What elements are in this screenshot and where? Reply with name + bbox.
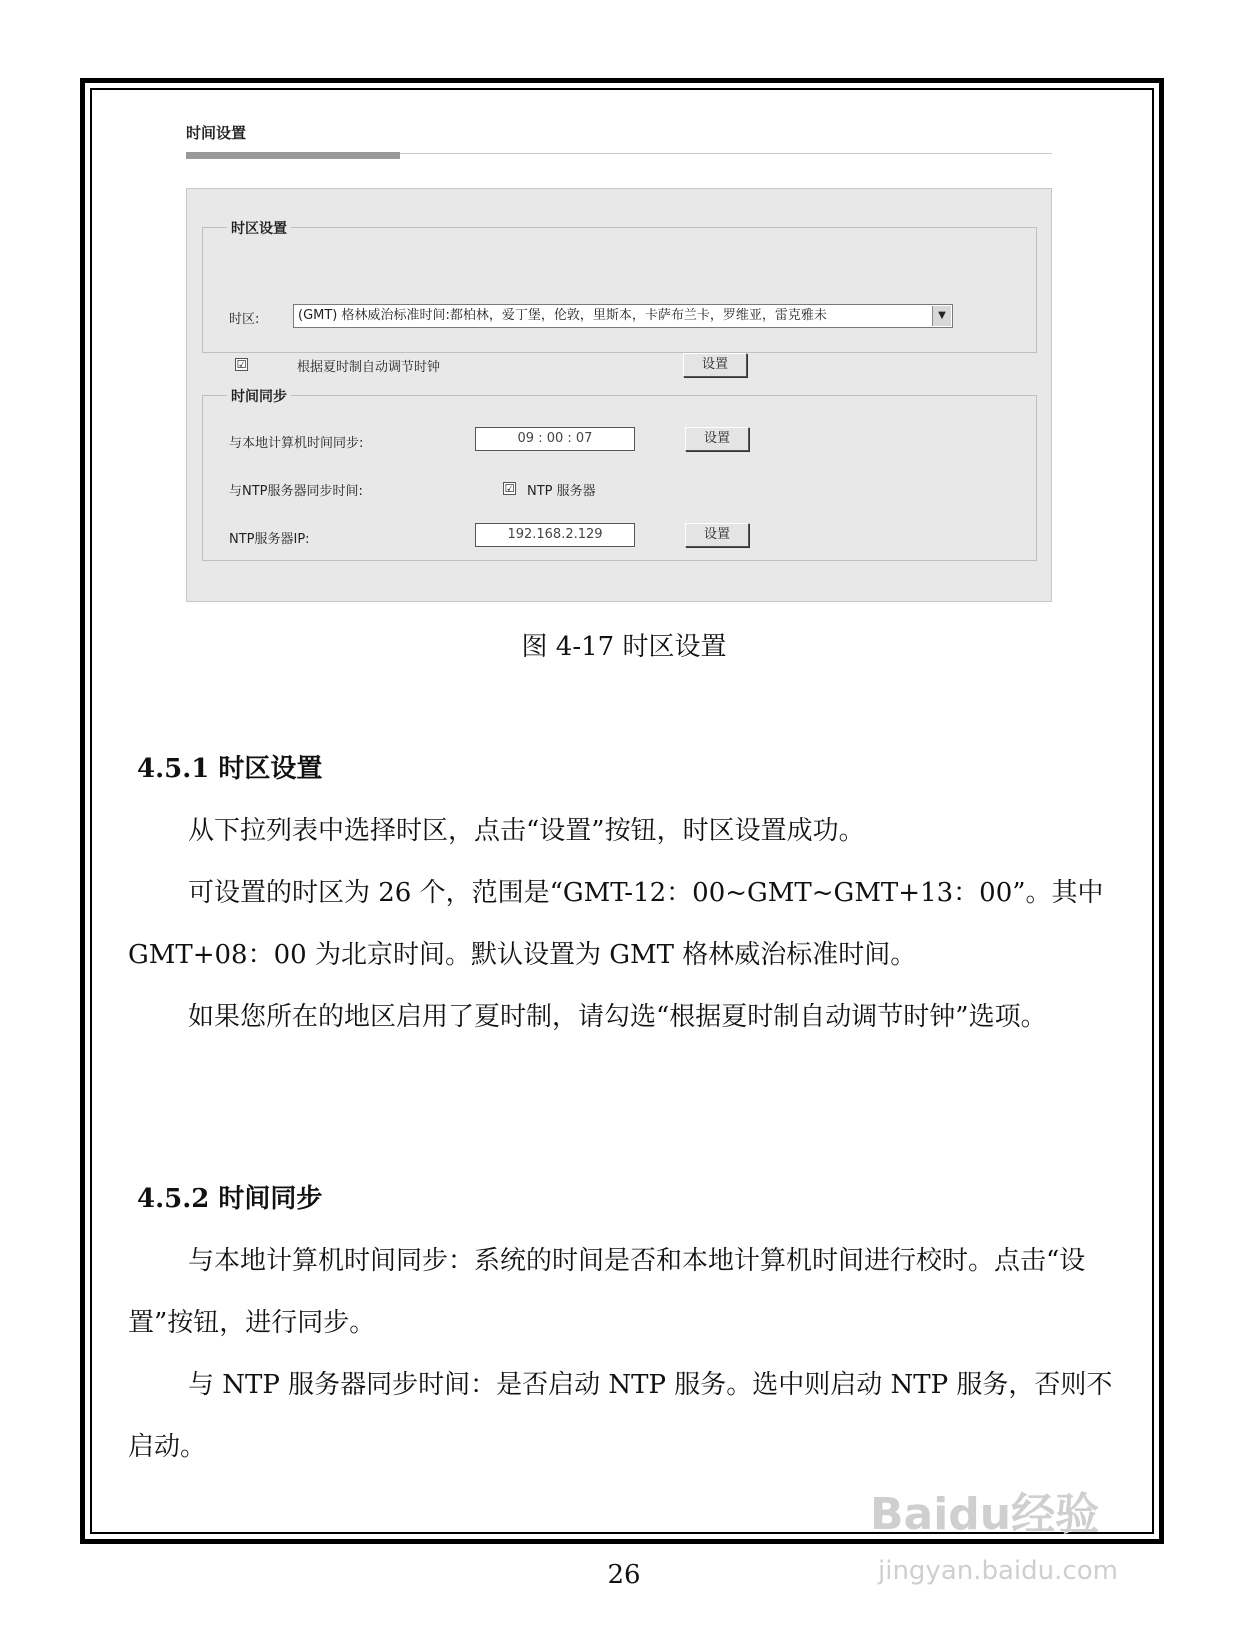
paragraph: 与本地计算机时间同步：系统的时间是否和本地计算机时间进行校时。点击“设置”按钮，进行同步。 [128, 1246, 1086, 1338]
sync-legend: 时间同步 [227, 386, 291, 406]
timezone-legend: 时区设置 [227, 218, 291, 238]
chevron-down-icon[interactable]: ▼ [932, 306, 951, 326]
dst-checkbox[interactable]: ☑ [236, 358, 247, 371]
section-heading-timezone: 4.5.1 时区设置 [137, 754, 323, 784]
ntp-sync-label: 与NTP服务器同步时间: [229, 484, 363, 499]
ntp-checkbox[interactable]: ☑ [504, 482, 515, 495]
dst-label: 根据夏时制自动调节时钟 [297, 360, 441, 375]
ntp-ip-field[interactable]: 192.168.2.129 [475, 523, 635, 547]
paragraph: 与 NTP 服务器同步时间：是否启动 NTP 服务。选中则启动 NTP 服务，否则不启动。 [128, 1370, 1113, 1462]
settings-panel [186, 188, 1052, 602]
paragraph: 可设置的时区为 26 个，范围是“GMT-12：00~GMT~GMT+13：00”。其中GMT+08：00 为北京时间。默认设置为 GMT 格林威治标准时间。 [128, 878, 1104, 970]
paragraph: 从下拉列表中选择时区，点击“设置”按钮，时区设置成功。 [188, 816, 865, 846]
watermark-url: jingyan.baidu.com [878, 1556, 1118, 1586]
page-number: 26 [607, 1560, 641, 1590]
timezone-set-button[interactable]: 设置 [683, 353, 747, 377]
figure-caption: 图 4-17 时区设置 [521, 632, 727, 662]
screenshot-title: 时间设置 [186, 124, 247, 142]
local-time-field[interactable]: 09 : 00 : 07 [475, 427, 635, 451]
title-rule-bar [186, 152, 400, 159]
ntp-ip-label: NTP服务器IP: [229, 532, 310, 547]
paragraph: 如果您所在的地区启用了夏时制，请勾选“根据夏时制自动调节时钟”选项。 [188, 1002, 1047, 1032]
section-heading-sync: 4.5.2 时间同步 [137, 1184, 323, 1214]
watermark-logo: Baidu经验 [870, 1489, 1100, 1540]
local-sync-label: 与本地计算机时间同步: [229, 436, 364, 451]
ntp-ip-set-button[interactable]: 设置 [685, 523, 749, 547]
timezone-select[interactable] [293, 304, 953, 328]
timezone-label: 时区: [229, 312, 260, 327]
local-sync-set-button[interactable]: 设置 [685, 427, 749, 451]
sync-fieldset [202, 389, 1037, 561]
ntp-checkbox-label: NTP 服务器 [527, 484, 596, 499]
timezone-select-value: (GMT) 格林威治标准时间:都柏林，爱丁堡，伦敦，里斯本，卡萨布兰卡，罗维亚，雷克雅未 [298, 308, 827, 323]
timezone-fieldset [202, 221, 1037, 375]
